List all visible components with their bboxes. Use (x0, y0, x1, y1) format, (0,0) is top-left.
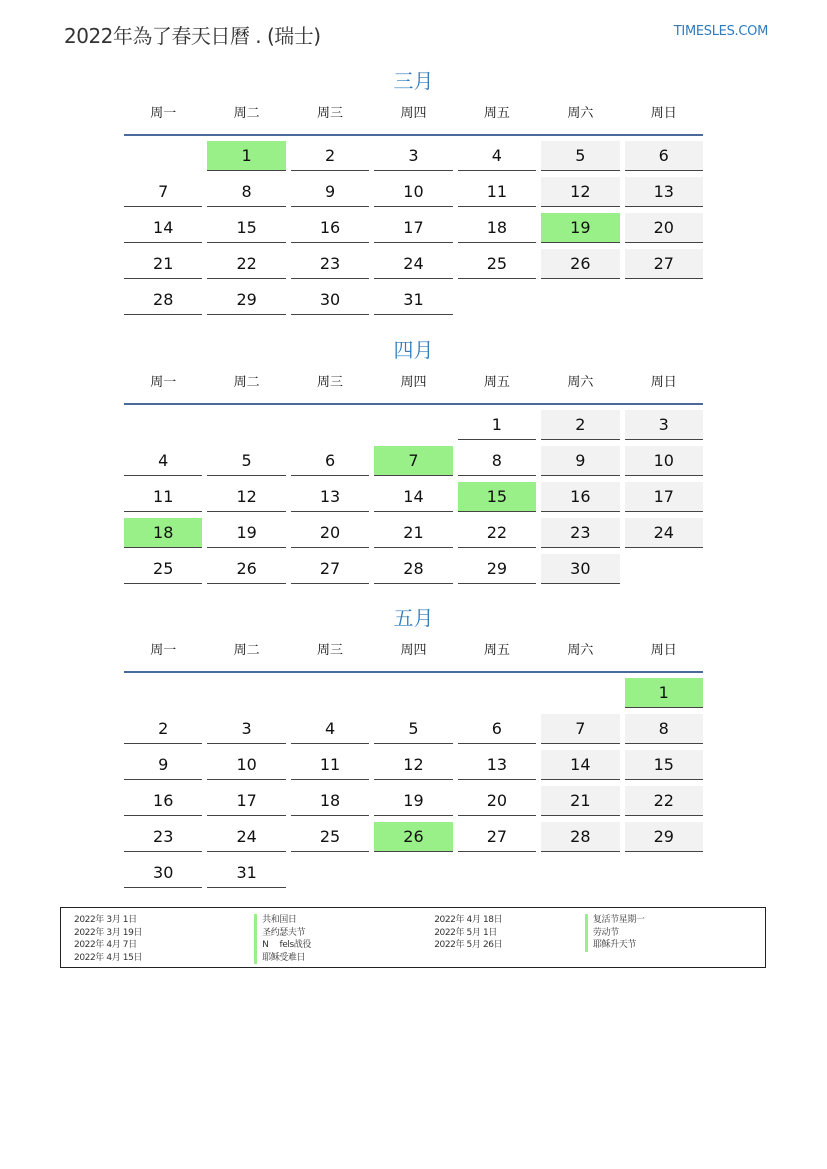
day-cell[interactable]: 27 (625, 249, 703, 279)
day-cell[interactable]: 25 (124, 554, 202, 584)
holiday-day-cell[interactable]: 1 (207, 141, 285, 171)
legend-date: 2022年 3月 1日 (74, 915, 137, 925)
empty-day-cell (625, 285, 703, 314)
week-row (124, 141, 703, 172)
empty-day-cell (541, 858, 619, 887)
weekday-label: 周一 (150, 106, 177, 121)
day-cell[interactable]: 19 (374, 786, 452, 816)
week-row (124, 750, 703, 781)
day-cell[interactable]: 28 (374, 554, 452, 584)
day-cell[interactable]: 20 (291, 518, 369, 548)
day-cell[interactable]: 12 (207, 482, 285, 512)
day-cell[interactable]: 5 (541, 141, 619, 171)
day-cell[interactable]: 31 (207, 858, 285, 888)
holiday-day-cell[interactable]: 15 (458, 482, 536, 512)
header-divider (124, 403, 703, 405)
site-link[interactable]: TIMESLES.COM (673, 24, 768, 39)
empty-day-cell (458, 285, 536, 314)
day-cell[interactable]: 1 (458, 410, 536, 440)
month-march (124, 66, 703, 321)
day-cell[interactable]: 29 (625, 822, 703, 852)
day-cell[interactable]: 17 (207, 786, 285, 816)
empty-day-cell (124, 410, 202, 439)
day-cell[interactable]: 6 (458, 714, 536, 744)
day-cell[interactable]: 31 (374, 285, 452, 315)
day-cell[interactable]: 18 (458, 213, 536, 243)
day-cell[interactable]: 8 (625, 714, 703, 744)
month-title: 四月 (393, 338, 434, 362)
legend-date: 2022年 4月 18日 (434, 915, 503, 925)
day-cell[interactable]: 22 (207, 249, 285, 279)
day-cell[interactable]: 13 (291, 482, 369, 512)
day-cell[interactable]: 14 (374, 482, 452, 512)
day-cell[interactable]: 26 (207, 554, 285, 584)
day-cell[interactable]: 16 (291, 213, 369, 243)
day-cell[interactable]: 21 (541, 786, 619, 816)
day-cell[interactable]: 2 (541, 410, 619, 440)
day-cell[interactable]: 13 (458, 750, 536, 780)
weekday-header (124, 104, 703, 130)
day-cell[interactable]: 20 (458, 786, 536, 816)
empty-day-cell (458, 858, 536, 887)
day-cell[interactable]: 4 (458, 141, 536, 171)
day-cell[interactable]: 24 (207, 822, 285, 852)
day-cell[interactable]: 14 (124, 213, 202, 243)
day-cell[interactable]: 11 (458, 177, 536, 207)
weekday-label: 周三 (317, 106, 344, 121)
week-row (124, 213, 703, 244)
legend-names-left (254, 914, 434, 967)
empty-day-cell (124, 678, 202, 707)
week-row (124, 177, 703, 208)
day-cell[interactable]: 15 (207, 213, 285, 243)
legend-holiday-name: 耶稣受难日 (254, 952, 434, 965)
day-cell[interactable]: 21 (124, 249, 202, 279)
empty-day-cell (374, 678, 452, 707)
empty-day-cell (291, 678, 369, 707)
holiday-day-cell[interactable]: 1 (625, 678, 703, 708)
weekday-label: 周日 (650, 643, 677, 658)
legend-holiday-name: 劳动节 (585, 927, 765, 940)
day-cell[interactable]: 6 (625, 141, 703, 171)
week-row (124, 285, 703, 316)
day-cell[interactable]: 20 (625, 213, 703, 243)
day-cell[interactable]: 16 (541, 482, 619, 512)
day-cell[interactable]: 7 (124, 177, 202, 207)
week-row (124, 858, 703, 889)
day-cell[interactable]: 30 (541, 554, 619, 584)
day-cell[interactable]: 12 (541, 177, 619, 207)
day-cell[interactable]: 24 (625, 518, 703, 548)
day-cell[interactable]: 26 (541, 249, 619, 279)
empty-day-cell (207, 678, 285, 707)
day-cell[interactable]: 17 (625, 482, 703, 512)
week-row (124, 446, 703, 477)
legend-date: 2022年 4月 15日 (74, 952, 143, 963)
week-row (124, 249, 703, 280)
weekday-label: 周三 (317, 375, 344, 390)
day-cell[interactable]: 12 (374, 750, 452, 780)
weekday-label: 周一 (150, 375, 177, 390)
day-cell[interactable]: 25 (291, 822, 369, 852)
weekday-label: 周二 (233, 106, 260, 121)
day-cell[interactable]: 23 (291, 249, 369, 279)
day-cell[interactable]: 15 (625, 750, 703, 780)
week-row (124, 482, 703, 513)
day-cell[interactable]: 9 (124, 750, 202, 780)
day-cell[interactable]: 14 (541, 750, 619, 780)
weekday-label: 周二 (233, 643, 260, 658)
weekday-label: 周五 (483, 106, 510, 121)
day-cell[interactable]: 28 (124, 285, 202, 315)
empty-day-cell (124, 141, 202, 170)
weekday-label: 周二 (233, 375, 260, 390)
week-row (124, 554, 703, 585)
weekday-label: 周一 (150, 643, 177, 658)
week-row (124, 410, 703, 441)
legend-names-right (585, 914, 765, 967)
weekday-label: 周四 (400, 375, 427, 390)
day-cell[interactable]: 24 (374, 249, 452, 279)
day-cell[interactable]: 21 (374, 518, 452, 548)
empty-day-cell (625, 858, 703, 887)
legend-dates-right (434, 914, 585, 967)
day-cell[interactable]: 8 (458, 446, 536, 476)
month-may (124, 603, 703, 894)
day-cell[interactable]: 5 (374, 714, 452, 744)
day-cell[interactable]: 3 (374, 141, 452, 171)
holiday-day-cell[interactable]: 26 (374, 822, 452, 852)
header-divider (124, 134, 703, 136)
weekday-label: 周三 (317, 643, 344, 658)
legend-date: 2022年 5月 26日 (434, 940, 503, 951)
day-cell[interactable]: 9 (291, 177, 369, 207)
legend-date: 2022年 3月 19日 (74, 927, 143, 938)
day-cell[interactable]: 23 (541, 518, 619, 548)
day-cell[interactable]: 27 (291, 554, 369, 584)
legend-dates-left (74, 914, 254, 967)
day-cell[interactable]: 25 (458, 249, 536, 279)
legend-holiday-name: 共和国日 (254, 914, 434, 927)
day-cell[interactable]: 6 (291, 446, 369, 476)
week-row (124, 822, 703, 853)
weekday-label: 周日 (650, 106, 677, 121)
empty-day-cell (374, 858, 452, 887)
weekday-header (124, 373, 703, 399)
empty-day-cell (374, 410, 452, 439)
week-row (124, 786, 703, 817)
day-cell[interactable]: 5 (207, 446, 285, 476)
weekday-label: 周六 (567, 106, 594, 121)
day-cell[interactable]: 11 (291, 750, 369, 780)
legend-date: 2022年 4月 7日 (74, 940, 137, 951)
week-row (124, 678, 703, 709)
day-cell[interactable]: 28 (541, 822, 619, 852)
weekday-label: 周五 (483, 643, 510, 658)
day-cell[interactable]: 2 (124, 714, 202, 744)
empty-day-cell (541, 285, 619, 314)
day-cell[interactable]: 3 (625, 410, 703, 440)
day-cell[interactable]: 7 (541, 714, 619, 744)
empty-day-cell (291, 410, 369, 439)
day-cell[interactable]: 16 (124, 786, 202, 816)
holiday-day-cell[interactable]: 18 (124, 518, 202, 548)
day-cell[interactable]: 29 (458, 554, 536, 584)
week-row (124, 518, 703, 549)
holiday-day-cell[interactable]: 7 (374, 446, 452, 476)
holiday-day-cell[interactable]: 19 (541, 213, 619, 243)
day-cell[interactable]: 9 (541, 446, 619, 476)
weekday-header (124, 641, 703, 667)
day-cell[interactable]: 11 (124, 482, 202, 512)
day-cell[interactable]: 27 (458, 822, 536, 852)
empty-day-cell (541, 678, 619, 707)
day-cell[interactable]: 30 (291, 285, 369, 315)
day-cell[interactable]: 17 (374, 213, 452, 243)
empty-day-cell (625, 554, 703, 583)
day-cell[interactable]: 10 (207, 750, 285, 780)
day-cell[interactable]: 3 (207, 714, 285, 744)
month-title: 三月 (393, 69, 434, 93)
day-cell[interactable]: 4 (291, 714, 369, 744)
legend-holiday-name: 复活节星期一 (585, 914, 765, 927)
empty-day-cell (458, 678, 536, 707)
day-cell[interactable]: 13 (625, 177, 703, 207)
weekday-label: 周六 (567, 643, 594, 658)
day-cell[interactable]: 10 (625, 446, 703, 476)
day-cell[interactable]: 18 (291, 786, 369, 816)
day-cell[interactable]: 19 (207, 518, 285, 548)
day-cell[interactable]: 10 (374, 177, 452, 207)
weekday-label: 周六 (567, 375, 594, 390)
holiday-legend (60, 907, 766, 968)
legend-holiday-name: N fels战役 (254, 939, 434, 952)
weekday-label: 周四 (400, 643, 427, 658)
weekday-label: 周日 (650, 375, 677, 390)
empty-day-cell (207, 410, 285, 439)
month-title: 五月 (393, 606, 434, 630)
day-cell[interactable]: 23 (124, 822, 202, 852)
day-cell[interactable]: 8 (207, 177, 285, 207)
day-cell[interactable]: 29 (207, 285, 285, 315)
day-cell[interactable]: 4 (124, 446, 202, 476)
header-divider (124, 671, 703, 673)
empty-day-cell (291, 858, 369, 887)
weekday-label: 周五 (483, 375, 510, 390)
day-cell[interactable]: 22 (625, 786, 703, 816)
day-cell[interactable]: 2 (291, 141, 369, 171)
page-title: 2022年為了春天日曆 . (瑞士) (64, 24, 321, 48)
legend-holiday-name: 耶稣升天节 (585, 939, 765, 952)
legend-holiday-name: 圣约瑟夫节 (254, 927, 434, 940)
week-row (124, 714, 703, 745)
weekday-label: 周四 (400, 106, 427, 121)
legend-date: 2022年 5月 1日 (434, 927, 497, 938)
day-cell[interactable]: 22 (458, 518, 536, 548)
month-april (124, 335, 703, 590)
day-cell[interactable]: 30 (124, 858, 202, 888)
